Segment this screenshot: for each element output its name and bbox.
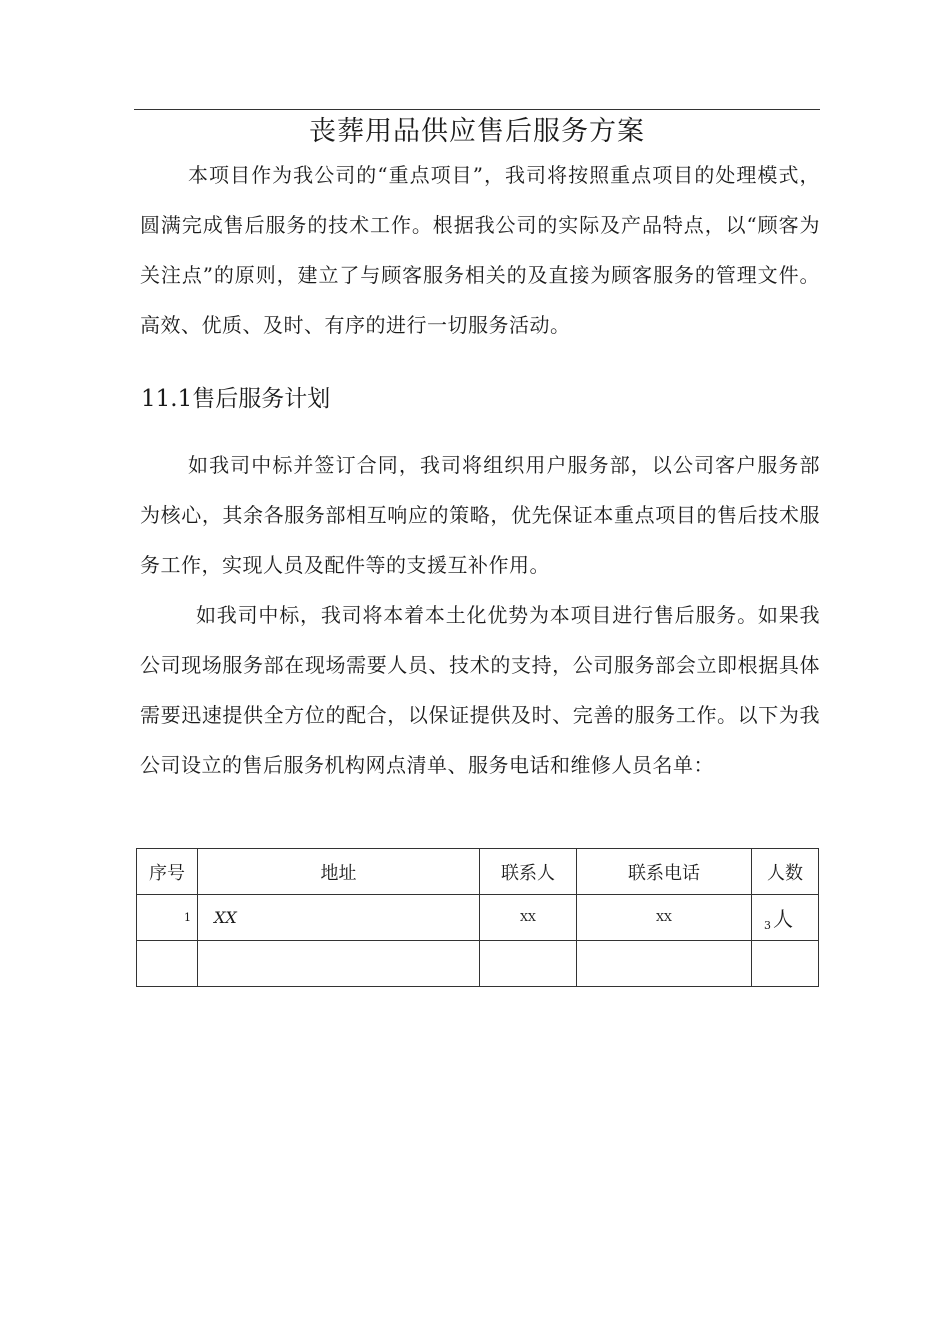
- header-address: 地址: [198, 849, 480, 895]
- cell-contact: XX: [480, 895, 577, 941]
- header-phone: 联系电话: [577, 849, 752, 895]
- count-number: 3: [764, 919, 771, 932]
- cell-contact: [480, 941, 577, 987]
- cell-phone: [577, 941, 752, 987]
- service-outlets-table: [136, 848, 819, 987]
- cell-address: [198, 941, 480, 987]
- cell-address: XX: [198, 895, 480, 941]
- table-row: [137, 941, 819, 987]
- local-service-paragraph: 如我司中标，我司将本着本土化优势为本项目进行售后服务。如果我公司现场服务部在现场需要人员、技术的支持，公司服务部会立即根据具体需要迅速提供全方位的配合，以保证提供及时、完善的服务工作。以下为我公司设立的售后服务机构网点清单、服务电话和维修人员名单：: [140, 603, 820, 777]
- intro-paragraph: 本项目作为我公司的“重点项目”，我司将按照重点项目的处理模式，圆满完成售后服务的技术工作。根据我公司的实际及产品特点，以“顾客为关注点”的原则，建立了与顾客服务相关的及直接为顾客服务的管理文件。高效、优质、及时、有序的进行一切服务活动。: [140, 163, 820, 337]
- header-rule: [134, 109, 820, 110]
- section-heading: 11.1售后服务计划: [141, 386, 331, 412]
- cell-count: [752, 941, 819, 987]
- document-title: 丧葬用品供应售后服务方案: [309, 116, 645, 147]
- cell-no: [137, 941, 198, 987]
- header-contact: 联系人: [480, 849, 577, 895]
- cell-phone: XX: [577, 895, 752, 941]
- cell-count: [752, 895, 819, 941]
- cell-no: 1: [137, 895, 198, 941]
- header-count: 人数: [752, 849, 819, 895]
- table-row: [137, 895, 819, 941]
- count-unit: 人: [773, 907, 793, 931]
- header-no: 序号: [137, 849, 198, 895]
- table-header-row: [137, 849, 819, 895]
- service-plan-paragraph: 如我司中标并签订合同，我司将组织用户服务部，以公司客户服务部为核心，其余各服务部相互响应的策略，优先保证本重点项目的售后技术服务工作，实现人员及配件等的支援互补作用。: [140, 453, 820, 577]
